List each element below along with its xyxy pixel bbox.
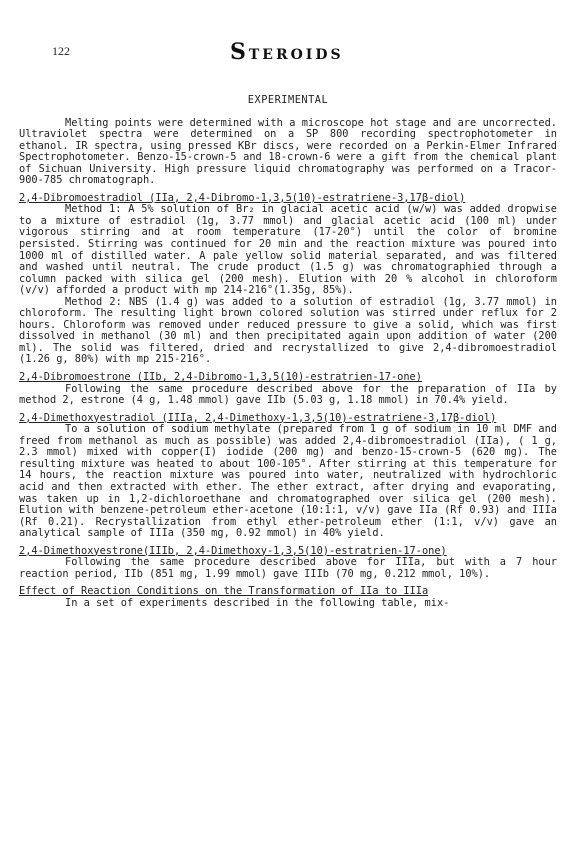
page-header [52, 39, 552, 65]
dimethoxyestradiol-paragraph: To a solution of sodium methylate (prepared from 1 g of sodium in 10 ml DMF and freed from methanol as much as possible) was added 2,4-dibromoestradiol (IIa), ( 1 g, 2.3 mmol) mixed with copper(I) iodide (200 mg) and benzo-15-crown-5 (620 mg). The resulting mixture was heated to about 100-105°. After stirring at this temperature for 14 hours, the reaction mixture was poured into water, neutralized with hydrochloric acid and then extracted with ether. The ether extract, after drying and evaporating, was taken up in 1,2-dichloroethane and chromatographed over silica gel (200 mesh). Elution with benzene-petroleum ether-acetone (10:1:1, v/v) gave IIa (Rf 0.93) and IIIa (Rf 0.21). Recrystallization from ethyl ether-petroleum ether (1:1, v/v) gave an analytical sample of IIIa (350 mg, 0.92 mmol) in 40% yield. [19, 423, 557, 540]
section-heading-dibromoestrone: 2,4-Dibromoestrone (IIb, 2,4-Dibromo-1,3,5(10)-estratrien-17-one) [19, 371, 422, 384]
method-1-paragraph: Method 1: A 5% solution of Br₂ in glacial acetic acid (w/w) was added dropwise to a mixture of estradiol (1g, 3.77 mmol) and glacial acetic acid (100 ml) under vigorous stirring and at room temperature (17-20°) until the color of bromine persisted. Stirring was continued for 20 min and the reaction mixture was poured into 1000 ml of distilled water. A pale yellow solid material separated, and was filtered and washed until neutral. The crude product (1.5 g) was chromatographied through a column packed with silica gel (200 mesh). Elution with 20 % alcohol in chloroform (v/v) afforded a product with mp 214-216°(1.35g, 85%). [19, 203, 557, 297]
journal-title-initial: S [230, 39, 249, 65]
section-heading-reaction-conditions: Effect of Reaction Conditions on the Transformation of IIa to IIIa [19, 585, 429, 598]
page-body [19, 95, 557, 609]
dimethoxyestrone-paragraph: Following the same procedure described above for IIIa, but with a 7 hour reaction period, IIb (851 mg, 1.99 mmol) gave IIIb (70 mg, 0.212 mmol, 10%). [19, 556, 557, 580]
journal-title [230, 39, 344, 65]
dibromoestrone-paragraph: Following the same procedure described above for the preparation of IIa by method 2, estrone (4 g, 1.48 mmol) gave IIb (5.03 g, 1.18 mmol) in 70.4% yield. [19, 382, 557, 407]
page-number: 122 [52, 44, 70, 58]
reaction-conditions-paragraph: In a set of experiments described in the following table, mix- [65, 596, 450, 609]
section-heading-dimethoxyestrone: 2,4-Dimethoxyestrone(IIIb, 2,4-Dimethoxy-1,3,5(10)-estratrien-17-one) [19, 544, 447, 557]
section-heading-dibromoestradiol: 2,4-Dibromoestradiol (IIa, 2,4-Dibromo-1,3,5(10)-estratriene-3,17β-diol) [19, 191, 466, 204]
journal-title-rest: TEROIDS [248, 47, 344, 63]
intro-paragraph: Melting points were determined with a microscope hot stage and are uncorrected. Ultraviolet spectra were determined on a SP 800 recording spectrophotometer in ethanol. IR spectra, using pressed KBr discs, were recorded on a Perkin-Elmer Infrared Spectrophotometer. Benzo-15-crown-5 and 18-crown-6 were a gift from the chemical plant of Sichuan University. High pressure liquid chromatography was performed on a Tracor-900-785 chromatograph. [19, 116, 557, 187]
method-2-paragraph: Method 2: NBS (1.4 g) was added to a solution of estradiol (1g, 3.77 mmol) in chloroform. The resulting light brown colored solution was stirred under reflux for 2 hours. Chloroform was removed under reduced pressure to give a solid, which was first dissolved in methanol (30 ml) and then precipitated again upon addition of water (200 ml). The solid was filtered, dried and recrystallized to give 2,4-dibromoestradiol (1.26 g, 80%) with mp 215-216°. [19, 295, 557, 366]
section-title: EXPERIMENTAL [247, 94, 329, 106]
section-heading-dimethoxyestradiol: 2,4-Dimethoxyestradiol (IIIa, 2,4-Dimethoxy-1,3,5(10)-estratriene-3,17β-diol) [19, 411, 497, 424]
